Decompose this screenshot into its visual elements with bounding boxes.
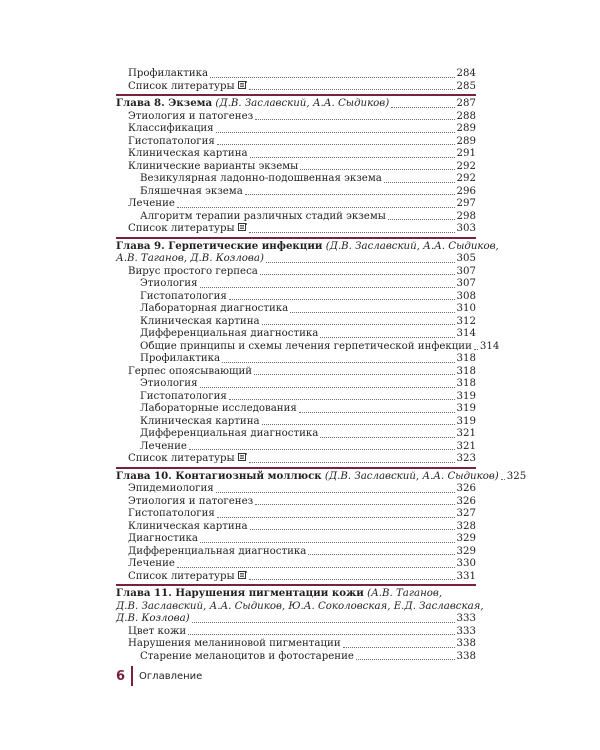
book-icon (238, 81, 247, 89)
chapter-authors: (А.В. Таганов, (367, 588, 443, 599)
dot-leader (245, 194, 455, 195)
book-icon (238, 571, 247, 579)
toc-entry[interactable] (116, 198, 476, 211)
toc-subentry[interactable] (116, 378, 476, 391)
entry-title: Дифференциальная диагностика (140, 328, 319, 339)
toc-subentry[interactable] (116, 186, 476, 199)
page-ref: 333 (456, 625, 476, 637)
dot-leader (216, 492, 455, 493)
toc-entry[interactable] (116, 533, 476, 546)
chapter-authors: (Д.В. Заславский, А.А. Сыдиков) (324, 470, 499, 482)
dot-leader (250, 157, 455, 158)
toc-entry[interactable] (116, 626, 476, 639)
entry-title: Гистопатология (128, 508, 215, 519)
dot-leader (217, 144, 455, 145)
page-ref: 331 (456, 570, 476, 582)
page-footer (116, 667, 202, 685)
entry-title: Лабораторная диагностика (140, 303, 289, 314)
entry-title: Вирус простого герпеса (128, 265, 258, 277)
dot-leader (229, 399, 455, 400)
page-ref: 307 (456, 278, 476, 289)
page-ref: 310 (456, 303, 476, 314)
toc-entry[interactable] (116, 161, 476, 174)
entry-title: Гистопатология (128, 135, 215, 147)
page-ref: 312 (456, 315, 476, 327)
chapter-title: Глава 8. Экзема (116, 97, 213, 109)
page-ref: 305 (456, 253, 476, 264)
toc-subentry[interactable] (116, 391, 476, 404)
dot-leader (300, 169, 454, 170)
toc-entry[interactable] (116, 111, 476, 124)
toc-entry[interactable] (116, 366, 476, 379)
toc-subentry[interactable] (116, 340, 500, 354)
toc-entry[interactable] (116, 81, 476, 94)
book-icon (238, 223, 247, 231)
page-ref: 326 (456, 495, 476, 507)
chapter-heading[interactable] (116, 97, 476, 111)
toc-subentry[interactable] (116, 291, 476, 304)
dot-leader (216, 132, 455, 133)
entry-title: Этиология (140, 378, 198, 389)
page-ref: 338 (456, 638, 476, 649)
dot-leader (250, 529, 455, 530)
toc-entry[interactable] (116, 266, 476, 279)
page-ref: 318 (456, 378, 476, 389)
entry-title: Алгоритм терапии различных стадий экземы (140, 210, 386, 222)
entry-title: Клиническая картина (140, 415, 260, 427)
toc-entry[interactable] (116, 123, 476, 136)
dot-leader (210, 77, 454, 78)
entry-title: Клиническая картина (128, 148, 248, 159)
page-ref: 319 (456, 403, 476, 414)
entry-title: Гистопатология (140, 390, 227, 402)
toc-subentry[interactable] (116, 328, 476, 341)
dot-leader (320, 437, 454, 438)
page-ref: 325 (506, 470, 527, 482)
chapter-divider (116, 584, 476, 586)
dot-leader (177, 207, 455, 208)
page-ref: 289 (456, 123, 476, 134)
chapter-divider (116, 467, 476, 469)
page-ref: 338 (456, 650, 476, 662)
page-ref: 285 (456, 80, 476, 92)
dot-leader (249, 89, 455, 90)
chapter-authors: Д.В. Козлова) (116, 613, 190, 624)
page-ref: 287 (456, 98, 476, 109)
chapter-authors: (Д.В. Заславский, А.А. Сыдиков) (215, 98, 390, 109)
dot-leader (249, 462, 455, 463)
page-ref: 307 (456, 265, 476, 277)
toc-entry[interactable] (116, 558, 476, 571)
entry-title: Диагностика (128, 533, 198, 544)
page-ref: 326 (456, 483, 476, 494)
entry-title: Список литературы (128, 570, 235, 582)
chapter-heading[interactable] (116, 469, 527, 484)
page-ref: 314 (479, 340, 500, 352)
page-ref: 298 (456, 210, 476, 222)
dot-leader (229, 299, 455, 300)
book-icon (238, 453, 247, 461)
toc-entry[interactable] (116, 571, 476, 584)
page-ref: 308 (456, 290, 476, 302)
page-ref: 321 (456, 440, 476, 452)
dot-leader (249, 232, 455, 233)
entry-title: Везикулярная ладонно-подошвенная экзема (140, 173, 382, 184)
toc-subentry[interactable] (116, 278, 476, 291)
page-ref: 292 (456, 160, 476, 172)
dot-leader (254, 374, 454, 375)
entry-title: Лабораторные исследования (140, 403, 297, 414)
toc-subentry[interactable] (116, 428, 476, 441)
dot-leader (388, 219, 455, 220)
chapter-heading[interactable] (116, 587, 484, 626)
entry-title: Цвет кожи (128, 625, 187, 637)
page-ref: 296 (456, 185, 476, 197)
footer-divider (131, 666, 133, 686)
dot-leader (262, 324, 455, 325)
dot-leader (391, 107, 454, 108)
page-ref: 314 (456, 328, 476, 339)
dot-leader (177, 567, 455, 568)
toc-subentry[interactable] (116, 651, 476, 664)
chapter-title: Глава 10. Контагиозный моллюск (116, 469, 322, 482)
toc-entry[interactable] (116, 496, 476, 509)
chapter-title: Глава 9. Герпетические инфекции (116, 239, 323, 252)
page-ref: 284 (456, 68, 476, 79)
toc-subentry[interactable] (116, 441, 476, 454)
toc-entry[interactable] (116, 483, 476, 496)
entry-title: Лечение (140, 440, 187, 452)
page-ref: 328 (456, 520, 476, 532)
chapter-divider (116, 237, 476, 239)
chapter-authors: Д.В. Заславский, А.А. Сыдиков, Ю.А. Соколовская, Е.Д. Заславская, (116, 600, 484, 612)
dot-leader (384, 182, 455, 183)
page-ref: 323 (456, 453, 476, 464)
dot-leader (189, 449, 455, 450)
dot-leader (299, 412, 455, 413)
dot-leader (262, 424, 455, 425)
entry-title: Клинические варианты экземы (128, 160, 299, 172)
page-ref: 291 (456, 148, 476, 159)
toc-entry[interactable] (116, 546, 476, 559)
dot-leader (501, 479, 505, 480)
page-ref: 327 (456, 508, 476, 519)
section-label: Оглавление (139, 670, 203, 682)
toc-entry[interactable] (116, 223, 476, 236)
entry-title: Этиология и патогенез (128, 495, 254, 507)
entry-title: Классификация (128, 123, 214, 134)
dot-leader (188, 634, 454, 635)
toc-entry[interactable] (116, 638, 476, 651)
toc-subentry[interactable] (116, 303, 476, 316)
entry-title: Старение меланоцитов и фотостарение (140, 650, 354, 662)
dot-leader (255, 119, 454, 120)
chapter-authors: (Д.В. Заславский, А.А. Сыдиков, (325, 240, 499, 252)
entry-title: Нарушения меланиновой пигментации (128, 638, 341, 649)
toc-subentry[interactable] (116, 316, 476, 329)
dot-leader (192, 622, 455, 623)
dot-leader (249, 579, 455, 580)
toc-entry[interactable] (116, 521, 476, 534)
dot-leader (200, 387, 455, 388)
page-ref: 292 (456, 173, 476, 184)
entry-title: Дифференциальная диагностика (140, 428, 319, 439)
entry-title: Этиология (140, 278, 198, 289)
toc-subentry[interactable] (116, 403, 476, 416)
toc-entry[interactable] (116, 508, 476, 521)
dot-leader (255, 504, 454, 505)
dot-leader (474, 349, 478, 350)
toc-entry[interactable] (116, 136, 476, 149)
entry-title: Эпидемиология (128, 483, 214, 494)
dot-leader (222, 362, 454, 363)
entry-title: Список литературы (128, 453, 235, 464)
table-of-contents (116, 68, 527, 663)
entry-title: Клиническая картина (128, 520, 248, 532)
page-ref: 297 (456, 198, 476, 209)
toc-subentry[interactable] (116, 416, 476, 429)
toc-subentry[interactable] (116, 173, 476, 186)
page-ref: 321 (456, 428, 476, 439)
entry-title: Список литературы (128, 223, 235, 234)
dot-leader (266, 262, 455, 263)
page-ref: 319 (456, 390, 476, 402)
entry-title: Лечение (128, 198, 175, 209)
entry-title: Дифференциальная диагностика (128, 545, 307, 557)
page-ref: 329 (456, 533, 476, 544)
page-ref: 333 (456, 613, 476, 624)
toc-subentry[interactable] (116, 211, 476, 224)
toc-entry[interactable] (116, 148, 476, 161)
chapter-divider (116, 94, 476, 96)
dot-leader (343, 647, 455, 648)
dot-leader (200, 542, 455, 543)
toc-entry[interactable] (116, 453, 476, 466)
dot-leader (290, 312, 454, 313)
page-ref: 330 (456, 558, 476, 569)
page-ref: 318 (456, 365, 476, 377)
entry-title: Гистопатология (140, 290, 227, 302)
toc-subentry[interactable] (116, 353, 476, 366)
dot-leader (308, 554, 454, 555)
page-ref: 289 (456, 135, 476, 147)
chapter-title: Глава 11. Нарушения пигментации кожи (116, 587, 364, 599)
chapter-heading[interactable] (116, 239, 499, 266)
entry-title: Герпес опоясывающий (128, 365, 253, 377)
entry-title: Лечение (128, 558, 175, 569)
page-ref: 329 (456, 545, 476, 557)
entry-title: Клиническая картина (140, 315, 260, 327)
page-number: 6 (116, 668, 126, 684)
page-ref: 318 (456, 353, 476, 364)
entry-title: Список литературы (128, 80, 235, 92)
dot-leader (260, 274, 455, 275)
page-ref: 319 (456, 415, 476, 427)
entry-title: Профилактика (140, 353, 221, 364)
dot-leader (200, 287, 455, 288)
dot-leader (320, 337, 454, 338)
dot-leader (217, 517, 455, 518)
entry-title: Бляшечная экзема (140, 185, 243, 197)
dot-leader (356, 659, 455, 660)
entry-title: Профилактика (128, 68, 209, 79)
toc-entry[interactable] (116, 68, 476, 81)
page-ref: 288 (456, 110, 476, 122)
page-ref: 303 (456, 223, 476, 234)
chapter-authors: А.В. Таганов, Д.В. Козлова) (116, 253, 264, 264)
entry-title: Общие принципы и схемы лечения герпетической инфекции (140, 340, 472, 352)
entry-title: Этиология и патогенез (128, 110, 254, 122)
